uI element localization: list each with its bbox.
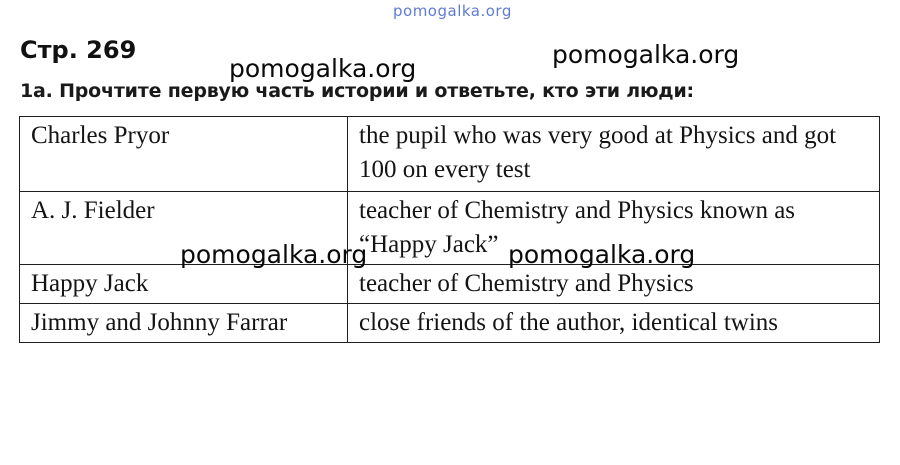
person-name: Jimmy and Johnny Farrar — [20, 304, 348, 343]
person-description: teacher of Chemistry and Physics — [348, 265, 880, 304]
person-description: close friends of the author, identical twins — [348, 304, 880, 343]
table-row — [20, 265, 880, 304]
watermark-table-left: pomogalka.org — [180, 240, 368, 269]
person-name: A. J. Fielder — [20, 192, 348, 265]
page-title: Стр. 269 — [20, 36, 137, 64]
task-instruction: 1a. Прочтите первую часть истории и ответьте, кто эти люди: — [20, 80, 694, 102]
table-row — [20, 192, 880, 265]
answers-table — [19, 116, 880, 343]
table-row — [20, 117, 880, 192]
person-description: the pupil who was very good at Physics and got 100 on every test — [348, 117, 880, 192]
watermark-header-right: pomogalka.org — [552, 40, 740, 69]
person-description: teacher of Chemistry and Physics known as “Happy Jack” — [348, 192, 880, 265]
watermark-header-left: pomogalka.org — [229, 54, 417, 83]
person-name: Happy Jack — [20, 265, 348, 304]
watermark-table-right: pomogalka.org — [508, 240, 696, 269]
watermark-top: pomogalka.org — [393, 2, 512, 20]
table-row — [20, 304, 880, 343]
person-name: Charles Pryor — [20, 117, 348, 192]
